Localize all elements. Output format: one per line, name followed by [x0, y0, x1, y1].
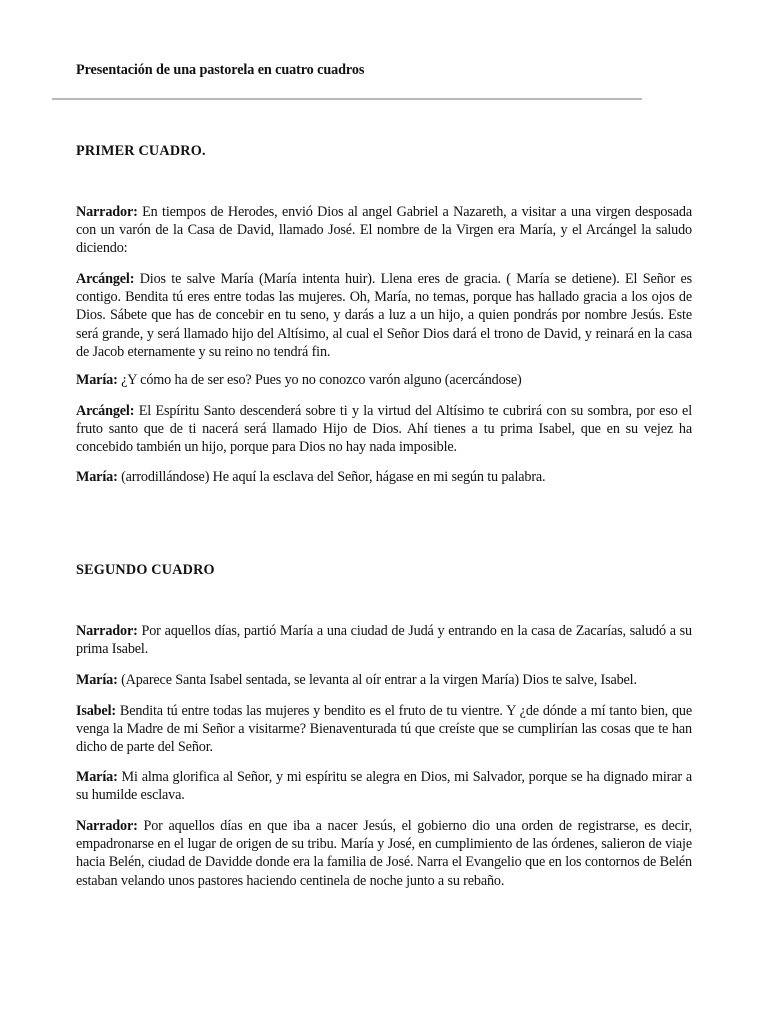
dialogue-text: El Espíritu Santo descenderá sobre ti y la virtud del Altísimo te cubrirá con su sombra, por eso el fruto santo que de ti nacerá será llamado Hijo de Dios. Ahí tienes a tu prima Isabel, que en su vejez ha concebido también un hijo, porque para Dios no hay nada imposible.	[76, 403, 692, 456]
dialogue-paragraph	[76, 671, 692, 689]
speaker-label: María:	[76, 372, 118, 388]
header-divider	[52, 98, 642, 100]
speaker-label: Arcángel:	[76, 403, 135, 419]
dialogue-text: Mi alma glorifica al Señor, y mi espíritu se alegra en Dios, mi Salvador, porque se ha dignado mirar a su humilde esclava.	[76, 769, 692, 804]
dialogue-paragraph	[76, 468, 692, 486]
dialogue-text: (Aparece Santa Isabel sentada, se levanta al oír entrar a la virgen María) Dios te salve, Isabel.	[121, 672, 637, 688]
dialogue-paragraph	[76, 371, 692, 389]
dialogue-text: Por aquellos días, partió María a una ciudad de Judá y entrando en la casa de Zacarías, saludó a su prima Isabel.	[76, 623, 692, 658]
speaker-label: Narrador:	[76, 623, 138, 639]
dialogue-text: Bendita tú entre todas las mujeres y bendito es el fruto de tu vientre. Y ¿de dónde a mí tanto bien, que venga la Madre de mi Señor a visitarme? Bienaventurada tú que creíste que se cumplirían las cosas que te han dicho de parte del Señor.	[76, 703, 692, 756]
speaker-label: Isabel:	[76, 703, 116, 719]
dialogue-paragraph	[76, 817, 692, 890]
dialogue-text: En tiempos de Herodes, envió Dios al angel Gabriel a Nazareth, a visitar a una virgen desposada con un varón de la Casa de David, llamado José. El nombre de la Virgen era María, y el Arcángel la saludo diciendo:	[76, 204, 692, 257]
scene-title-1: PRIMER CUADRO.	[76, 143, 206, 159]
speaker-label: Narrador:	[76, 204, 138, 220]
dialogue-text: Dios te salve María (María intenta huir). Llena eres de gracia. ( María se detiene). El Señor es contigo. Bendita tú eres entre todas las mujeres. Oh, María, no temas, porque has hallado gracia a los ojos de Dios. Sábete que has de concebir en tu seno, y darás a luz a un hijo, a quien pondrás por nombre Jesús. Este será grande, y será llamado hijo del Altísimo, al cual el Señor Dios dará el trono de David, y reinará en la casa de Jacob eternamente y su reino no tendrá fin.	[76, 271, 692, 360]
speaker-label: Arcángel:	[76, 271, 135, 287]
dialogue-text: ¿Y cómo ha de ser eso? Pues yo no conozco varón alguno (acercándose)	[121, 372, 522, 388]
dialogue-paragraph	[76, 402, 692, 457]
dialogue-paragraph	[76, 768, 692, 804]
dialogue-paragraph	[76, 270, 692, 361]
scene-title-2: SEGUNDO CUADRO	[76, 562, 215, 578]
speaker-label: María:	[76, 469, 118, 485]
dialogue-text: (arrodillándose) He aquí la esclava del Señor, hágase en mi según tu palabra.	[121, 469, 546, 485]
speaker-label: María:	[76, 769, 118, 785]
dialogue-text: Por aquellos días en que iba a nacer Jesús, el gobierno dio una orden de registrarse, es decir, empadronarse en el lugar de origen de su tribu. María y José, en cumplimiento de las órdenes, salieron de viaje hacia Belén, ciudad de Davidde donde era la familia de José. Narra el Evangelio que en los contornos de Belén estaban velando unos pastores haciendo centinela de noche junto a su rebaño.	[76, 818, 692, 889]
dialogue-paragraph	[76, 622, 692, 658]
dialogue-paragraph	[76, 203, 692, 258]
speaker-label: Narrador:	[76, 818, 138, 834]
page-title: Presentación de una pastorela en cuatro cuadros	[76, 62, 365, 78]
speaker-label: María:	[76, 672, 118, 688]
dialogue-paragraph	[76, 702, 692, 757]
